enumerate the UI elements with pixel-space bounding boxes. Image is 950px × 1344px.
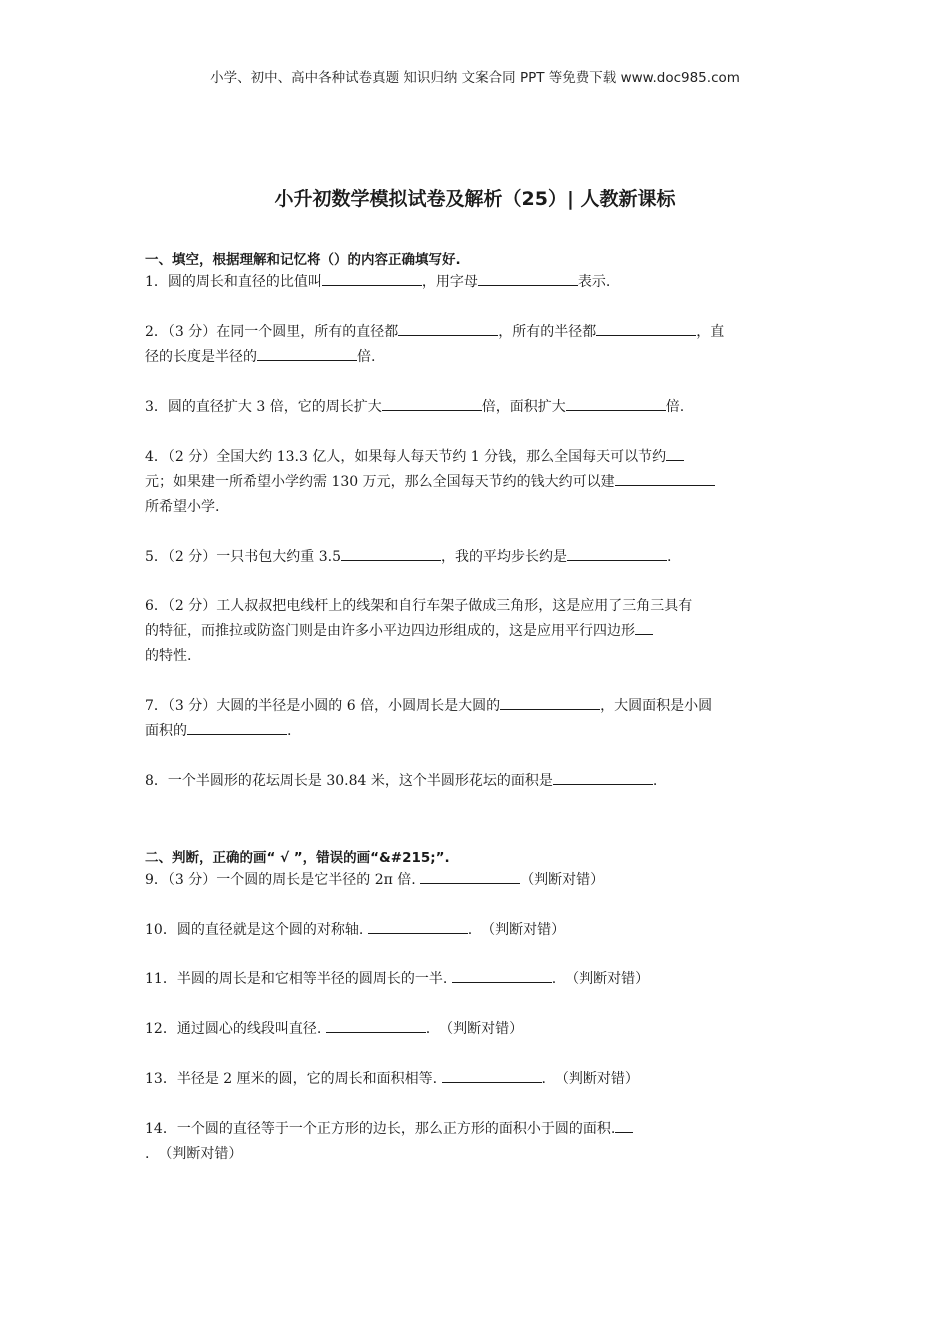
answer-blank[interactable] — [635, 619, 653, 635]
answer-blank[interactable] — [420, 868, 520, 884]
answer-blank[interactable] — [478, 270, 578, 286]
answer-blank[interactable] — [666, 445, 684, 461]
question-1: 1．圆的周长和直径的比值叫 ，用字母 表示. — [145, 270, 805, 295]
answer-blank[interactable] — [322, 270, 422, 286]
question-4: 4．（2 分）全国大约 13.3 亿人，如果每人每天节约 1 分钱，那么全国每天可以节约 元；如果建一所希望小学约需 130 万元，那么全国每天节约的钱大约可以建 所希望小学. — [145, 445, 805, 520]
question-14: 14．一个圆的直径等于一个正方形的边长，那么正方形的面积小于圆的面积. . （判断对错） — [145, 1117, 805, 1167]
answer-blank[interactable] — [452, 967, 552, 983]
question-12: 12．通过圆心的线段叫直径. . （判断对错） — [145, 1017, 805, 1042]
question-7: 7．（3 分）大圆的半径是小圆的 6 倍，小圆周长是大圆的 ，大圆面积是小圆 面积的 . — [145, 694, 805, 744]
answer-blank[interactable] — [567, 545, 667, 561]
answer-blank[interactable] — [615, 1117, 633, 1133]
answer-blank[interactable] — [382, 395, 482, 411]
answer-blank[interactable] — [500, 694, 600, 710]
question-5: 5．（2 分）一只书包大约重 3.5 ，我的平均步长约是 . — [145, 545, 805, 570]
answer-blank[interactable] — [442, 1067, 542, 1083]
question-6: 6．（2 分）工人叔叔把电线杆上的线架和自行车架子做成三角形，这是应用了三角三具有 的特征，而推拉或防盗门则是由许多小平边四边形组成的，这是应用平行四边形 的特性. — [145, 598, 693, 664]
question-11: 11．半圆的周长是和它相等半径的圆周长的一半. . （判断对错） — [145, 967, 805, 992]
question-13: 13．半径是 2 厘米的圆，它的周长和面积相等. . （判断对错） — [145, 1067, 805, 1092]
answer-blank[interactable] — [187, 719, 287, 735]
answer-blank[interactable] — [398, 320, 498, 336]
answer-blank[interactable] — [257, 345, 357, 361]
question-10: 10．圆的直径就是这个圆的对称轴. . （判断对错） — [145, 918, 805, 943]
page-title: 小升初数学模拟试卷及解析（25）| 人教新课标 — [274, 188, 676, 210]
section-2-heading: 二、判断，正确的画“ √ ”，错误的画“&#215;”. — [145, 850, 450, 866]
question-3: 3．圆的直径扩大 3 倍，它的周长扩大 倍，面积扩大 倍. — [145, 395, 805, 420]
page-header: 小学、初中、高中各种试卷真题 知识归纳 文案合同 PPT 等免费下载 www.doc985.com — [210, 70, 740, 86]
answer-blank[interactable] — [615, 470, 715, 486]
answer-blank[interactable] — [368, 918, 468, 934]
question-2: 2．（3 分）在同一个圆里，所有的直径都 ，所有的半径都 ，直 径的长度是半径的 倍. — [145, 320, 805, 370]
answer-blank[interactable] — [566, 395, 666, 411]
section-1-heading: 一、填空，根据理解和记忆将（）的内容正确填写好. — [145, 252, 461, 268]
question-9: 9．（3 分）一个圆的周长是它半径的 2π 倍. （判断对错） — [145, 868, 805, 893]
answer-blank[interactable] — [596, 320, 696, 336]
answer-blank[interactable] — [326, 1017, 426, 1033]
question-8: 8．一个半圆形的花坛周长是 30.84 米，这个半圆形花坛的面积是 . — [145, 769, 805, 794]
answer-blank[interactable] — [341, 545, 441, 561]
answer-blank[interactable] — [553, 769, 653, 785]
